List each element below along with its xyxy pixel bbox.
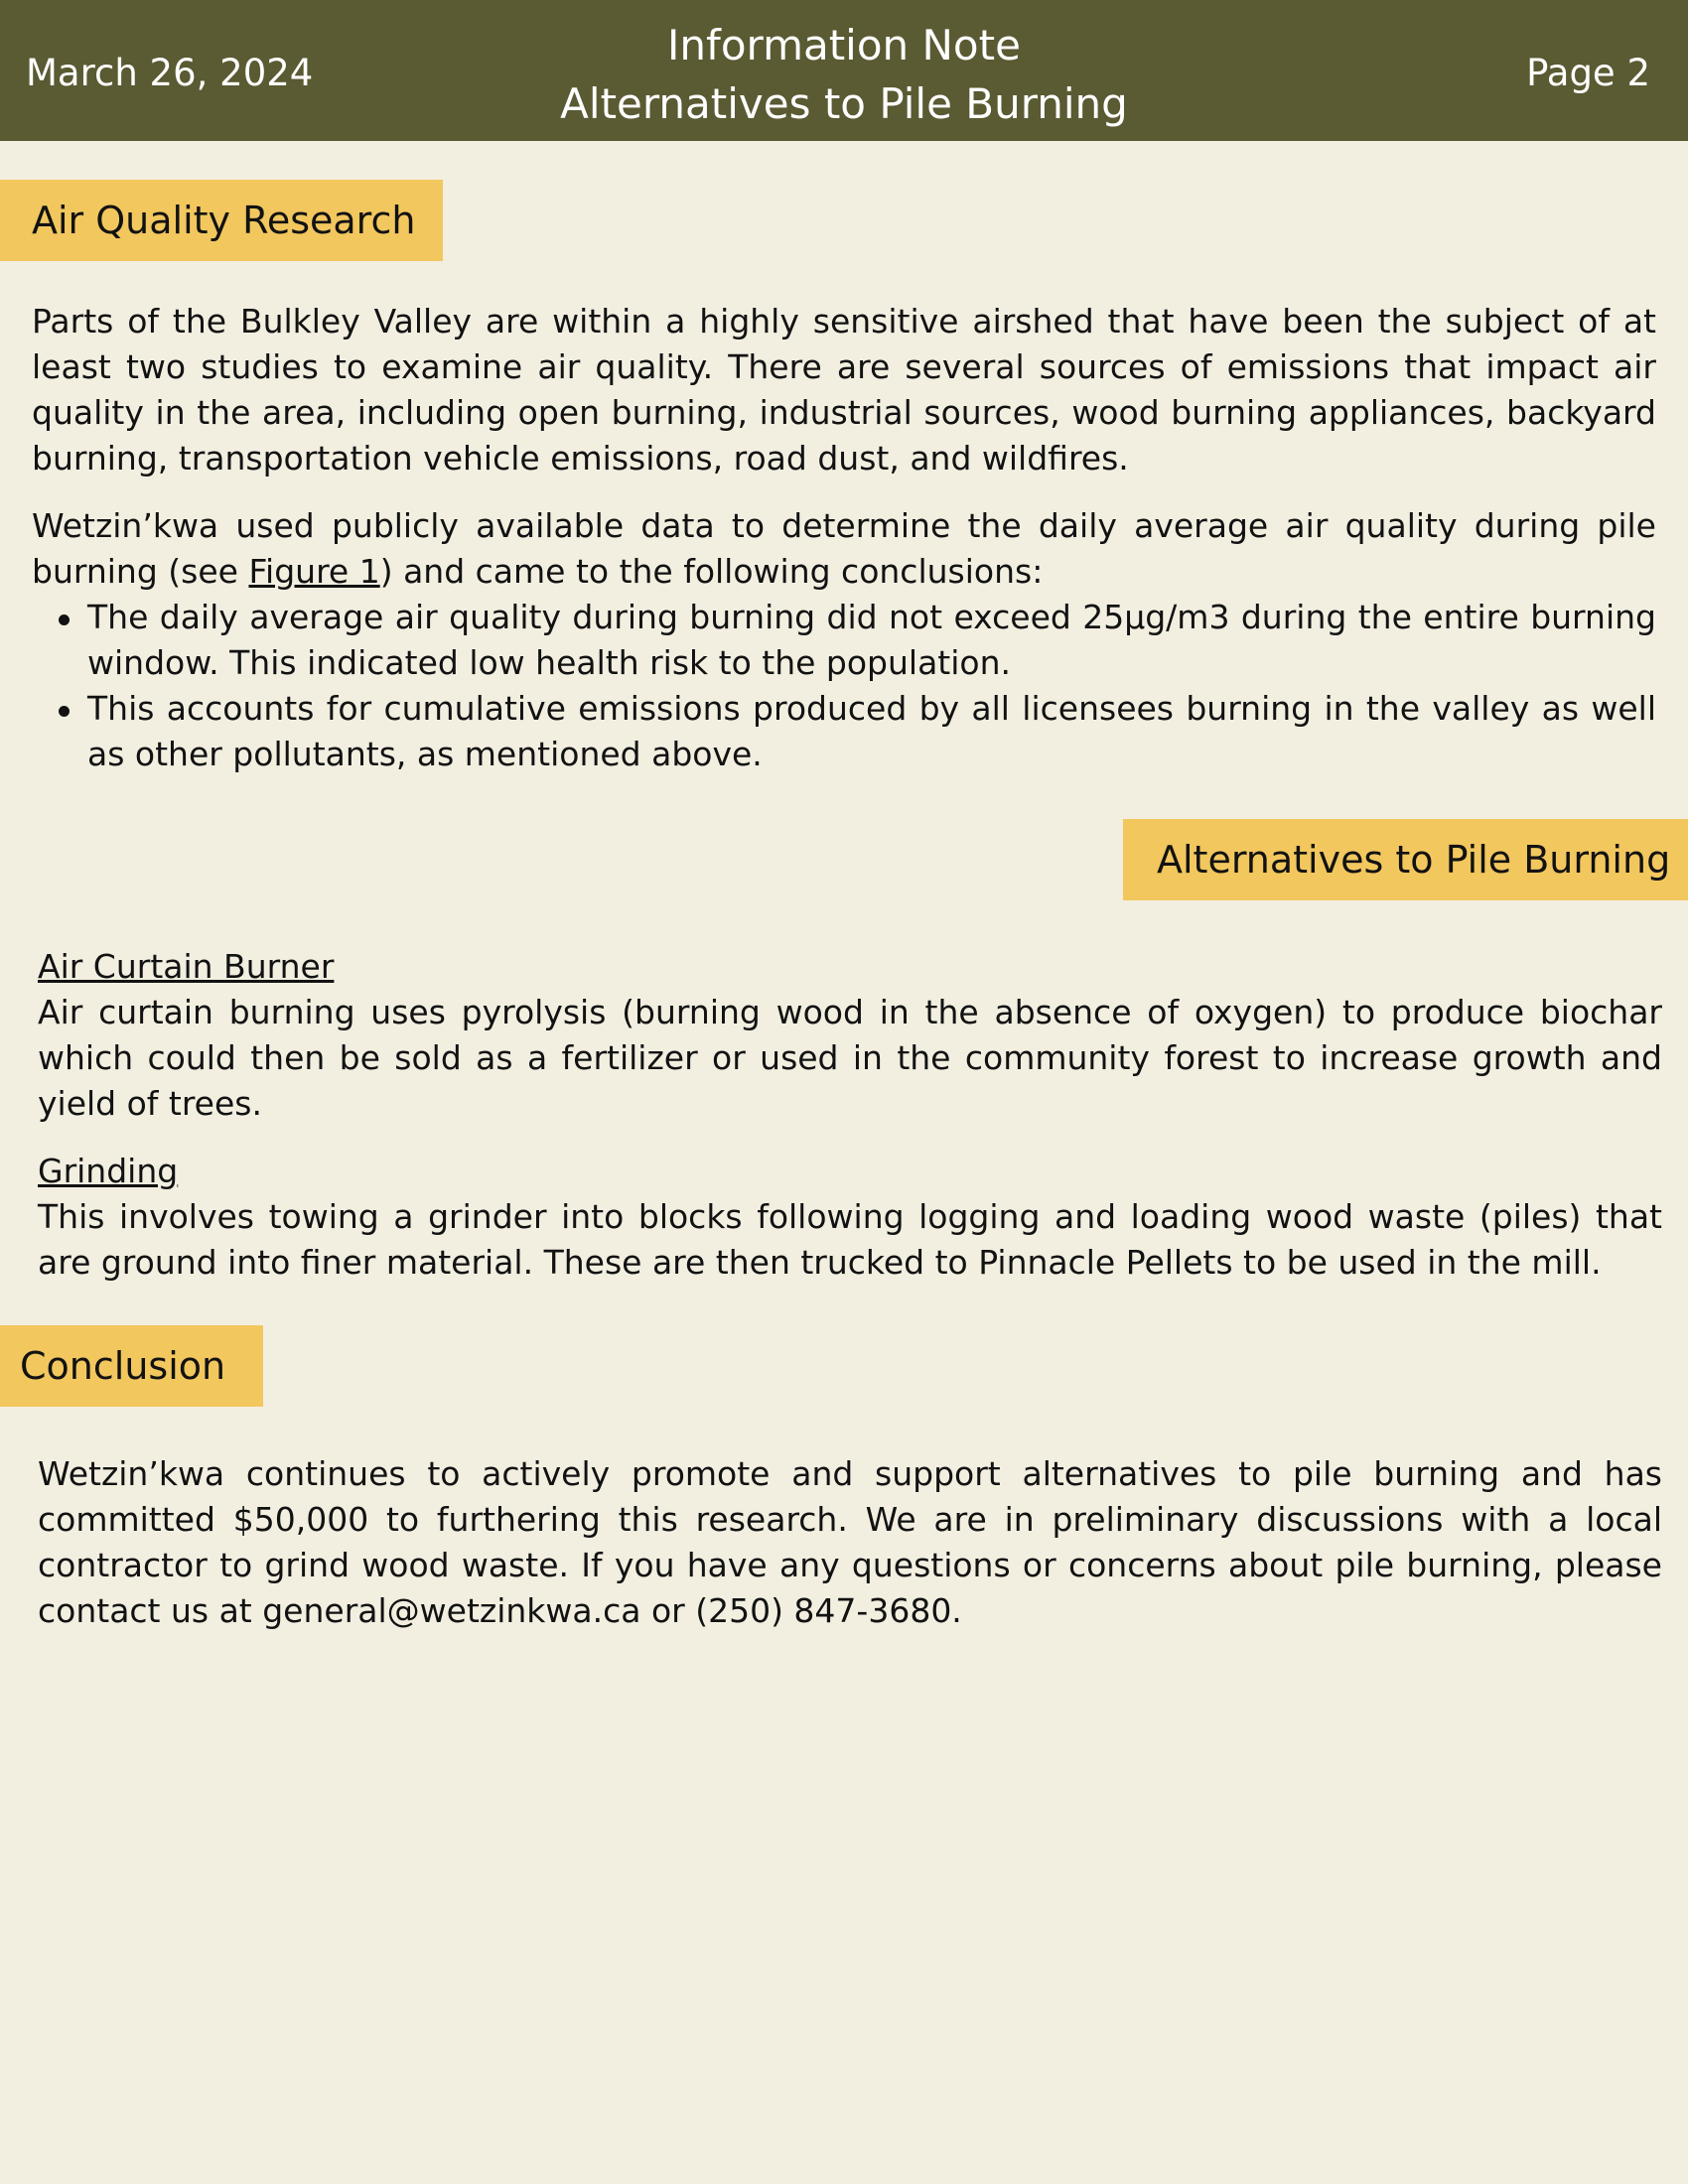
- header-title-line1: Information Note: [667, 21, 1021, 69]
- header-title: [447, 16, 1241, 133]
- header-title-line2: Alternatives to Pile Burning: [560, 79, 1128, 128]
- alternatives-heading: Alternatives to Pile Burning: [1123, 819, 1688, 900]
- header-page-number: Page 2: [1526, 52, 1650, 94]
- page-header: [0, 0, 1688, 141]
- grinding-text: This involves towing a grinder into blocks following logging and loading wood waste (piles) that are ground into finer material. These are then trucked to Pinnacle Pellets to be used in the mill.: [38, 1197, 1662, 1282]
- air-curtain-burner-text: Air curtain burning uses pyrolysis (burning wood in the absence of oxygen) to produce biochar which could then be sold as a fertilizer or used in the community forest to increase growth and yield of trees.: [38, 993, 1662, 1123]
- conclusion-text: Wetzin’kwa continues to actively promote and support alternatives to pile burning and has committed $50,000 to furthering this research. We are in preliminary discussions with a local contractor to grind wood waste. If you have any questions or concerns about pile burning, please contact us at general@wetzinkwa.ca or (250) 847-3680.: [38, 1454, 1662, 1630]
- figure-1-link[interactable]: Figure 1: [248, 552, 380, 591]
- conclusions-list: [32, 595, 1656, 777]
- paragraph-2-text-before: Wetzin’kwa used publicly available data to determine the daily average air quality during pile burning (see: [32, 506, 1656, 591]
- air-curtain-burner-subheading: Air Curtain Burner: [38, 947, 335, 986]
- air-quality-paragraph-2: [32, 503, 1656, 595]
- air-quality-paragraph-1: Parts of the Bulkley Valley are within a highly sensitive airshed that have been the subject of at least two studies to examine air quality. There are several sources of emissions that impact air quality in the area, including open burning, industrial sources, wood burning appliances, backyard burning, transportation vehicle emissions, road dust, and wildfires.: [32, 302, 1656, 478]
- air-quality-heading: Air Quality Research: [0, 180, 443, 261]
- paragraph-2-text-after: ) and came to the following conclusions:: [379, 552, 1044, 591]
- conclusion-heading: Conclusion: [0, 1325, 263, 1407]
- header-date: March 26, 2024: [26, 52, 314, 94]
- grinding-subheading: Grinding: [38, 1152, 179, 1190]
- list-item: This accounts for cumulative emissions produced by all licensees burning in the valley as well as other pollutants, as mentioned above.: [32, 686, 1656, 777]
- list-item: The daily average air quality during burning did not exceed 25µg/m3 during the entire burning window. This indicated low health risk to the population.: [32, 595, 1656, 686]
